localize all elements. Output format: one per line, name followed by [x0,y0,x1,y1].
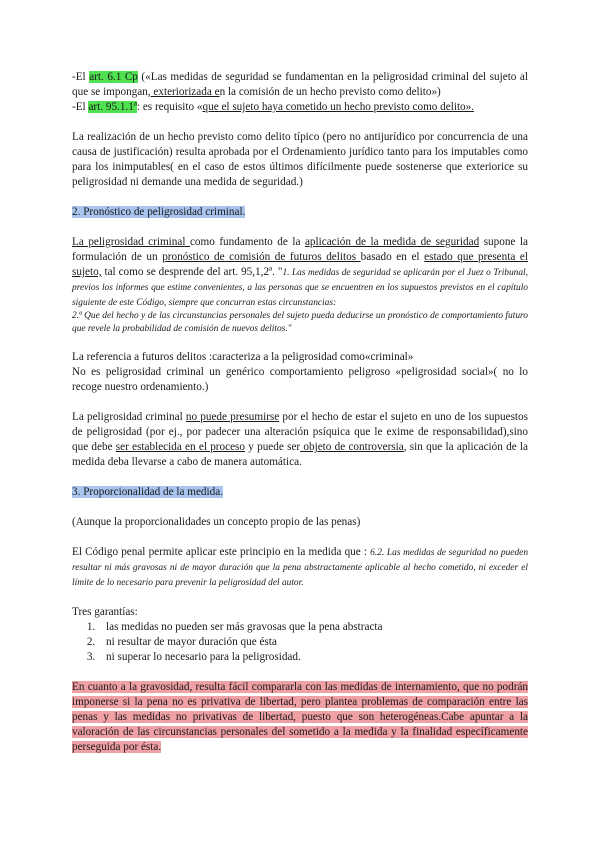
list-item: 3. ni superar lo necesario para la peligrosidad. [98,650,528,665]
text: n la comisión de un hecho previsto como delito») [219,86,441,98]
text: tal como se desprende del art. 95,1,2ª. " [101,266,283,278]
legal-quote: 6.2. Las medidas de seguridad no pueden resultar ni más gravosas ni de mayor duración que la pena abstractamente aplicable al hecho cometido, ni exceder el límite de lo necesario para prevenir la peligrosidad del autor. [72,548,529,588]
section-heading-3 [72,485,528,500]
garantias-title: Tres garantías: [72,606,138,618]
text: basado en el [360,251,425,263]
underlined-text: que el sujeto haya cometido un hecho previsto como delito». [202,101,475,113]
intro-line-2 [72,100,528,115]
underlined-text: no puede presumirse [185,411,280,423]
highlighted-text: En cuanto a la gravosidad, resulta fácil compararla con las medidas de internamiento, que no podrán imponerse si la pena no es privativa de libertad, pero plantea problemas de comparación entre las penas y las medidas no privativas de libertad, puesto que son heterogéneas.Cabe apuntar a la valoración de las circunstancias personales del sometido a la medida y la finalidad específicamente perseguida por ésta. [72,681,528,753]
underlined-text: La peligrosidad criminal [72,236,190,248]
paragraph-referencia-line-2: No es peligrosidad criminal un genérico comportamiento peligroso «peligrosidad social»( no lo recoge nuestro ordenamiento.) [72,366,528,393]
article-ref-6-1: art. 6.1 Cp [89,71,138,83]
paragraph-pronostico [72,235,528,310]
text: -El [72,101,89,113]
underlined-text: objeto de controversia [300,441,404,453]
text: supone la formulación de un [72,236,528,263]
list-item: 2. ni resultar de mayor duración que ésta [98,635,528,650]
text: («Las medidas de seguridad se fundamentan en la peligrosidad criminal del sujeto al que se impongan, [72,71,528,98]
text: como fundamento de la [189,236,305,248]
heading-text: 3. Proporcionalidad de la medida. [72,486,223,498]
text: , sin que la aplicación de la medida deba llevarse a cabo de manera automática. [72,441,528,468]
legal-quote: 1. Las medidas de seguridad se aplicarán por el Juez o Tribunal, previos los informes que estime convenientes, a las personas que se encuentren en los supuestos previstos en el capítulo siguiente de este Código, siempre que concurran estas circunstancias: [72,268,528,308]
intro-line-1 [72,70,528,100]
paragraph-codigo [72,545,528,590]
underlined-text: ser establecida en el proceso [115,441,245,453]
text: y puede ser [245,441,301,453]
legal-quote-2: 2.ª Que del hecho y de las circunstancias personales del sujeto pueda deducirse un pronóstico de comportamiento futuro que revele la probabilidad de comisión de nuevos delitos." [72,311,528,334]
text: por el hecho de estar el sujeto en uno de los supuestos de peligrosidad (por ej., por padecer una alteración psíquica que le exime de responsabilidad),sino que debe [72,411,528,453]
document-page [72,70,528,755]
paragraph-realizacion: La realización de un hecho previsto como delito típico (pero no antijurídico por concurrencia de una causa de justificación) resulta aprobada por el Ordenamiento jurídico tanto para los imputables como para los inimputables( en el caso de estos últimos difícilmente puede sostenerse que exteriorice su peligrosidad ni demande una medida de seguridad.) [72,131,528,188]
underlined-text: aplicación de la medida de seguridad [304,236,480,248]
garantias-list [72,620,528,665]
paragraph-gravosidad [72,680,528,755]
underlined-text: exteriorizada e [150,86,220,98]
list-item: 1. las medidas no pueden ser más gravosas que la pena abstracta [98,620,528,635]
paragraph-aunque: (Aunque la proporcionalidades un concepto propio de las penas) [72,516,361,528]
section-heading-2 [72,205,528,220]
paragraph-presumirse [72,410,528,470]
underlined-text: pronóstico de comisión de futuros delitos [162,251,361,263]
underlined-text: estado que presenta el sujeto, [72,251,528,278]
heading-text: 2. Pronóstico de peligrosidad criminal. [72,206,246,218]
article-ref-95-1-1: art. 95.1.1ª [88,101,137,113]
text: -El [72,71,90,83]
text: La peligrosidad criminal [72,411,186,423]
text: : es requisito « [136,101,203,113]
paragraph-referencia-line-1: La referencia a futuros delitos :caracteriza a la peligrosidad como«criminal» [72,351,414,363]
text: El Código penal permite aplicar este principio en la medida que : [72,546,371,558]
